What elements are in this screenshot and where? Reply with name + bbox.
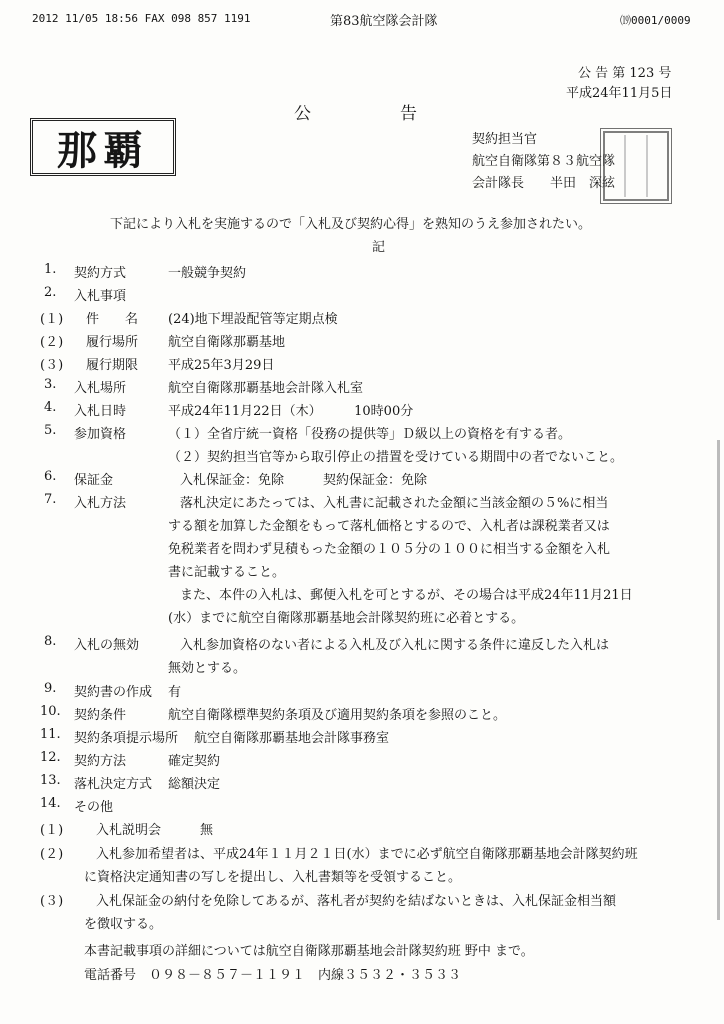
item-7-label: 入札方法 [74, 496, 127, 511]
other-2-line-1: 入札参加希望者は、平成24年１１月２１日(水）までに必ず航空自衛隊那覇基地会計隊契約班 [96, 847, 638, 862]
item-7-line-6: (水）までに航空自衛隊那覇基地会計隊契約班に必着とする。 [168, 611, 525, 626]
item-13-value: 総額決定 [168, 777, 221, 792]
item-10-num: 10. [40, 704, 61, 719]
issuer-line-2: 航空自衛隊第８３航空隊 [472, 154, 616, 169]
item-11-num: 11. [40, 727, 61, 742]
item-7-line-2: する額を加算した金額をもって落札価格とするので、入札者は課税業者又は [168, 519, 610, 534]
sub-3-num: (３) [40, 358, 64, 373]
title-char-2: 告 [400, 104, 417, 124]
fax-header-left: 2012 11/05 18:56 FAX 098 857 1191 [32, 12, 251, 25]
item-8-line-1: 入札参加資格のない者による入札及び入札に関する条件に違反した入札は [180, 638, 610, 653]
item-3-value: 航空自衛隊那覇基地会計隊入札室 [168, 381, 364, 396]
item-2-label: 入札事項 [74, 289, 127, 304]
item-13-label: 落札決定方式 [74, 777, 153, 792]
item-5-value-2: （２）契約担当官等から取引停止の措置を受けている期間中の者でないこと。 [168, 450, 624, 465]
issuer-line-3: 会計隊長 半田 深絃 [472, 176, 616, 191]
item-9-num: 9. [44, 681, 57, 696]
sub-2-num: (２) [40, 335, 64, 350]
official-seal [600, 128, 672, 204]
item-7-line-4: 書に記載すること。 [168, 565, 286, 580]
item-5-value-1: （１）全省庁統一資格「役務の提供等」Ｄ級以上の資格を有する者。 [168, 427, 572, 442]
item-8-label: 入札の無効 [74, 638, 140, 653]
intro-text: 下記により入札を実施するので「入札及び契約心得」を熟知のうえ参加されたい。 [110, 217, 592, 232]
item-12-label: 契約方法 [74, 754, 127, 769]
ki-label: 記 [372, 240, 386, 255]
item-6-num: 6. [44, 469, 57, 484]
item-14-num: 14. [40, 796, 61, 811]
item-7-line-5: また、本件の入札は、郵便入札を可とするが、その場合は平成24年11月21日 [180, 588, 633, 603]
item-12-num: 12. [40, 750, 61, 765]
sub-1-num: (１) [40, 312, 64, 327]
sub-3-label: 履行期限 [86, 358, 139, 373]
other-2-num: (２) [40, 847, 64, 862]
item-3-num: 3. [44, 377, 57, 392]
seal-icon [601, 129, 671, 203]
other-1-num: (１) [40, 823, 64, 838]
other-3-num: (３) [40, 894, 64, 909]
item-1-value: 一般競争契約 [168, 266, 247, 281]
item-5-num: 5. [44, 423, 57, 438]
other-3-line-2: を徴収する。 [84, 917, 163, 932]
sub-2-value: 航空自衛隊那覇基地 [168, 335, 286, 350]
item-13-num: 13. [40, 773, 61, 788]
title-char-1: 公 [294, 104, 311, 124]
fax-header-center: 第83航空隊会計隊 [330, 14, 438, 29]
item-7-num: 7. [44, 492, 57, 507]
item-8-num: 8. [44, 634, 57, 649]
item-11-value: 航空自衛隊那覇基地会計隊事務室 [194, 731, 390, 746]
item-7-line-3: 免税業者を問わず見積もった金額の１０５分の１００に相当する金額を入札 [168, 542, 611, 557]
item-10-value: 航空自衛隊標準契約条項及び適用契約条項を参照のこと。 [168, 708, 507, 723]
notice-date: 平成24年11月5日 [566, 86, 673, 101]
item-9-value: 有 [168, 685, 182, 700]
other-1-label: 入札説明会 [96, 823, 162, 838]
sub-1-value: (24)地下埋設配管等定期点検 [168, 312, 338, 327]
contact-line-1: 本書記載事項の詳細については航空自衛隊那覇基地会計隊契約班 野中 まで。 [84, 944, 534, 959]
notice-number: 公 告 第 123 号 [578, 66, 672, 81]
item-4-label: 入札日時 [74, 404, 127, 419]
sub-3-value: 平成25年3月29日 [168, 358, 275, 373]
scan-edge-shadow [717, 440, 720, 920]
item-14-label: その他 [74, 800, 114, 815]
item-12-value: 確定契約 [168, 754, 221, 769]
contact-phone: 電話番号 ０９８－８５７－１１９１ 内線３５３２・３５３３ [84, 968, 462, 983]
item-7-line-1: 落札決定にあたっては、入札書に記載された金額に当該金額の５%に相当 [180, 496, 609, 511]
item-3-label: 入札場所 [74, 381, 127, 396]
naha-stamp: 那覇 [30, 118, 176, 176]
other-2-line-2: に資格決定通知書の写しを提出し、入札書類等を受領すること。 [84, 870, 462, 885]
item-9-label: 契約書の作成 [74, 685, 153, 700]
item-10-label: 契約条件 [74, 708, 127, 723]
other-3-line-1: 入札保証金の納付を免除してあるが、落札者が契約を結ばないときは、入札保証金相当額 [96, 894, 617, 909]
item-2-num: 2. [44, 285, 57, 300]
other-1-value: 無 [200, 823, 214, 838]
sub-1-label: 件 名 [86, 312, 139, 327]
item-5-label: 参加資格 [74, 427, 127, 442]
item-4-num: 4. [44, 400, 57, 415]
fax-header-right: ⒆0001/0009 [620, 14, 691, 27]
item-1-label: 契約方式 [74, 266, 127, 281]
item-4-value: 平成24年11月22日（木） 10時00分 [168, 404, 414, 419]
item-1-num: 1. [44, 262, 57, 277]
item-6-label: 保証金 [74, 473, 114, 488]
issuer-line-1: 契約担当官 [472, 132, 538, 147]
item-11-label: 契約条項提示場所 [74, 731, 179, 746]
item-8-line-2: 無効とする。 [168, 661, 247, 676]
sub-2-label: 履行場所 [86, 335, 139, 350]
item-6-value: 入札保証金：免除 契約保証金：免除 [180, 473, 428, 488]
